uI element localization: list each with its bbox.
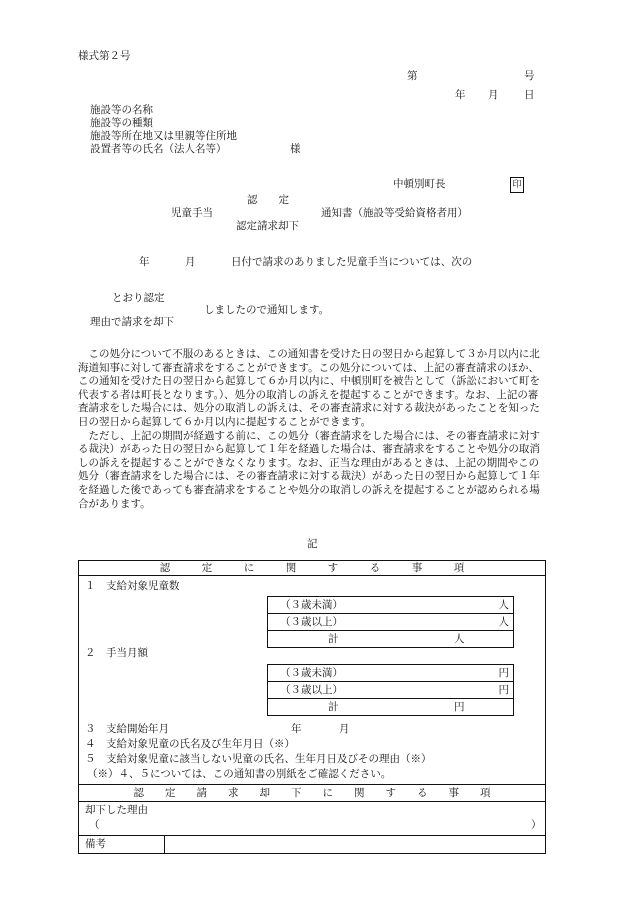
- table-header-approval: 認 定 に 関 す る 事 項: [159, 562, 465, 574]
- item-child-names: ４ 支給対象児童の氏名及び生年月日（※）: [85, 738, 295, 750]
- table-note: （※）４、５については、この通知書の別紙をご確認ください。: [87, 768, 392, 780]
- facility-type-label: 施設等の種類: [90, 117, 153, 129]
- child-count-under3: [268, 597, 513, 614]
- item-child-count: １ 支給対象児童数: [85, 580, 180, 592]
- amount-total: [268, 699, 513, 715]
- row-label: （３歳未満）: [280, 599, 343, 611]
- honorific: 様: [290, 143, 301, 155]
- amount-under3: [268, 665, 513, 682]
- result-option-reject: 理由で請求を却下: [90, 316, 174, 328]
- result-tail: しましたので通知します。: [204, 304, 330, 316]
- appeal-notice: [78, 348, 548, 511]
- appeal-paragraph-1: この処分について不服のあるときは、この通知書を受けた日の翌日から起算して３か月以内に北海道知事に対して審査請求をすることができます。この処分については、上記の審査請求のほか、この通知を受けた日の翌日から起算して６か月以内に、中頓別町を被告として（訴訟において町を代表する者は町長となります。）、処分の取消しの訴えを提起することができます。なお、上記の審査請求をした場合には、処分の取消しの訴えは、その審査請求に対する裁決があったことを知った日の翌日から起算して６か月以内に提起することができます。: [78, 348, 540, 428]
- row-unit: 人: [498, 599, 509, 611]
- start-month-unit: 月: [339, 723, 350, 735]
- start-year-unit: 年: [291, 723, 302, 735]
- doc-number-suffix: 号: [524, 70, 535, 82]
- total-label: 計: [328, 701, 339, 713]
- row-label: （３歳未満）: [280, 667, 343, 679]
- monthly-amount-box: [267, 664, 514, 716]
- reason-paren-close: ）: [531, 819, 542, 831]
- title-right: 通知書（施設等受給資格者用）: [321, 207, 468, 219]
- row-label: （３歳以上）: [280, 616, 343, 628]
- body-month: 月: [185, 256, 196, 268]
- child-count-over3: [268, 614, 513, 631]
- body-year: 年: [139, 256, 150, 268]
- appeal-paragraph-2: ただし、上記の期間が経過する前に、この処分（審査請求をした場合には、その審査請求に対する裁決）があった日の翌日から起算して１年を経過した場合は、審査請求をすることや処分の取消しの訴えを提起することができなくなります。なお、正当な理由があるときは、上記の期間やこの処分（審査請求をした場合には、その審査請求に対する裁決）があった日の翌日から起算して１年を経過した後であっても審査請求をすることや処分の取消しの訴えを提起することが認められる場合があります。: [78, 429, 540, 510]
- item-monthly-amount: ２ 手当月額: [85, 647, 148, 659]
- table-header-rejection: 認 定 請 求 却 下 に 関 す る 事 項: [133, 787, 491, 799]
- issuer-title: 中頓別町長: [393, 178, 446, 190]
- item-non-eligible: ５ 支給対象児童に該当しない児童の氏名、生年月日及びその理由（※）: [85, 753, 432, 765]
- row-unit: 人: [498, 616, 509, 628]
- reject-reason-label: 却下した理由: [85, 804, 148, 816]
- amount-over3: [268, 682, 513, 699]
- seal-mark: 印: [510, 177, 524, 193]
- operator-name-label: 設置者等の氏名（法人名等）: [90, 143, 227, 155]
- total-label: 計: [328, 633, 339, 645]
- title-option-approve: 認 定: [247, 194, 289, 206]
- row-label: （３歳以上）: [280, 684, 343, 696]
- child-count-box: [267, 596, 514, 648]
- body-text: 日付で請求のありました児童手当については、次の: [231, 256, 473, 268]
- total-unit: 人: [454, 633, 465, 645]
- form-number: 様式第２号: [78, 50, 131, 62]
- total-unit: 円: [454, 701, 465, 713]
- child-count-total: [268, 631, 513, 647]
- row-unit: 円: [498, 667, 509, 679]
- row-unit: 円: [498, 684, 509, 696]
- remarks-label: 備考: [85, 838, 106, 850]
- result-option-approve: とおり認定: [112, 292, 165, 304]
- date-day: 日: [524, 89, 535, 101]
- facility-address-label: 施設等所在地又は里親等住所地: [90, 130, 237, 142]
- reason-paren-open: （: [89, 819, 100, 831]
- doc-number-prefix: 第: [407, 70, 418, 82]
- title-option-reject: 認定請求却下: [236, 220, 299, 232]
- item-start-month: ３ 支給開始年月: [85, 723, 169, 735]
- facility-name-label: 施設等の名称: [90, 104, 153, 116]
- title-left: 児童手当: [171, 207, 213, 219]
- details-table: [78, 560, 546, 854]
- ki-label: 記: [307, 538, 318, 550]
- date-month: 月: [488, 89, 499, 101]
- date-year: 年: [455, 89, 466, 101]
